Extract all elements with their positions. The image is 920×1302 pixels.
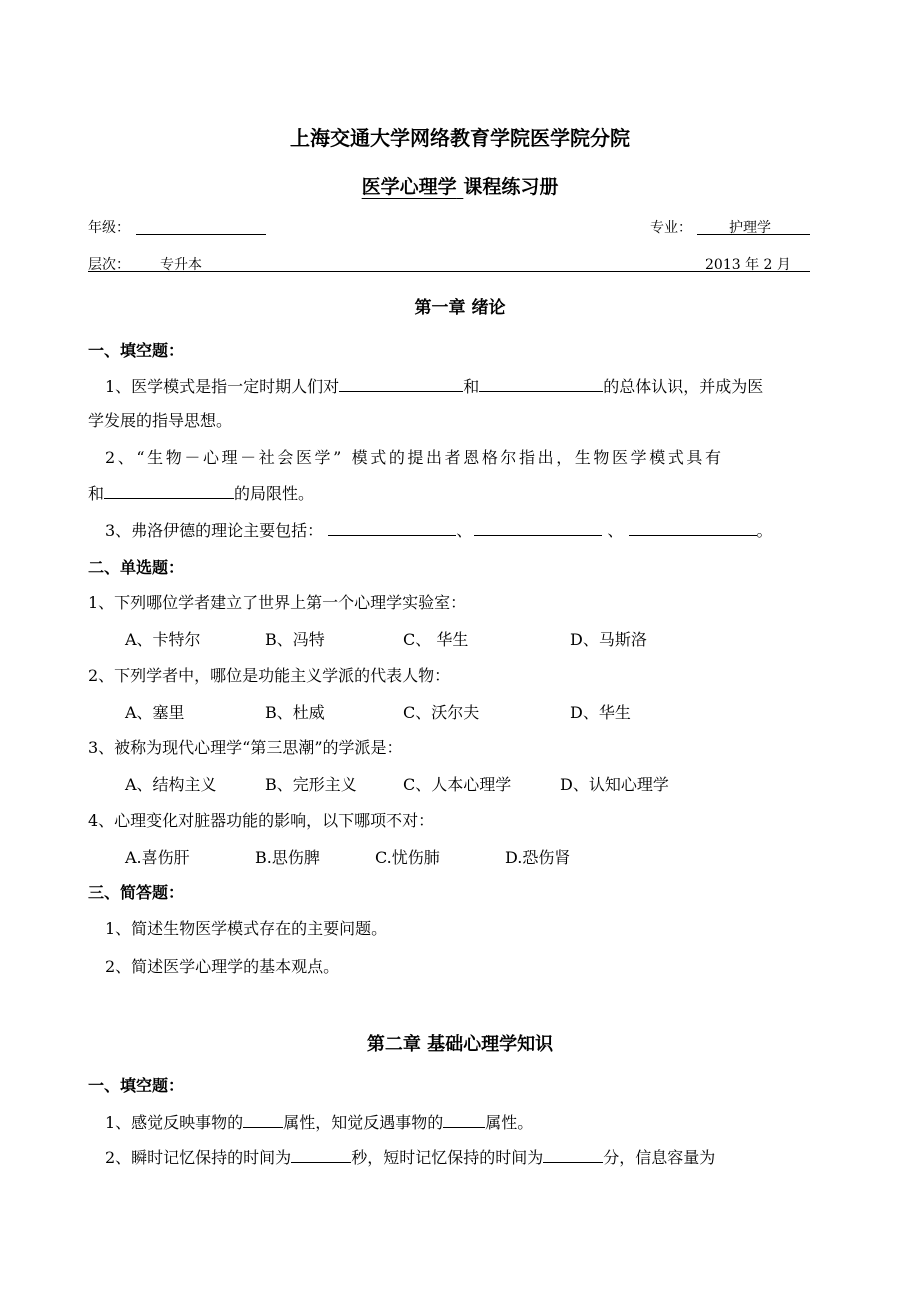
institution-title: 上海交通大学网络教育学院医学院分院 <box>290 126 630 150</box>
date: 2013 年 2 月 <box>705 257 791 273</box>
level-label: 层次： <box>88 257 130 273</box>
ch1-fill-q2: 2、“生物－心理－社会医学” 模式的提出者恩格尔指出，生物医学模式具有 <box>105 448 724 467</box>
ch2-fill-q1: 1、感觉反映事物的 属性，知觉反遇事物的 属性。 <box>105 1113 534 1132</box>
choice-option[interactable]: B、杜威 <box>265 703 325 722</box>
course-name: 医学心理学 <box>361 176 457 198</box>
chapter2-title: 第二章 基础心理学知识 <box>366 1034 554 1055</box>
answer-blank[interactable] <box>479 375 603 392</box>
answer-blank[interactable] <box>104 482 234 499</box>
level-value: 专升本 <box>160 257 202 273</box>
ch1-fill-q2-cont: 和 的局限性。 <box>88 484 315 503</box>
short-question: 1、简述生物医学模式存在的主要问题。 <box>105 919 388 938</box>
grade-field[interactable] <box>136 218 266 235</box>
chapter1-title: 第一章 绪论 <box>414 298 506 318</box>
choice-question: 1、下列哪位学者建立了世界上第一个心理学实验室： <box>88 593 467 612</box>
workbook-title <box>0 172 920 199</box>
major-label: 专业： <box>650 220 692 236</box>
choice-option[interactable]: B、完形主义 <box>265 775 357 794</box>
answer-blank[interactable] <box>291 1146 351 1163</box>
ch1-fill-q1-cont: 学发展的指导思想。 <box>88 411 233 430</box>
choice-option[interactable]: C、人本心理学 <box>403 775 512 794</box>
choice-option[interactable]: B、冯特 <box>265 630 325 649</box>
choice-question: 2、下列学者中，哪位是功能主义学派的代表人物： <box>88 666 451 685</box>
choice-option[interactable]: A、结构主义 <box>125 775 217 794</box>
answer-blank[interactable] <box>339 375 463 392</box>
answer-blank[interactable] <box>474 519 602 536</box>
answer-blank[interactable] <box>629 519 757 536</box>
choice-option[interactable]: D.恐伤肾 <box>505 848 571 867</box>
choice-option[interactable]: A.喜伤肝 <box>125 848 190 867</box>
major-value: 护理学 <box>729 220 771 236</box>
choice-option[interactable]: C、沃尔夫 <box>403 703 480 722</box>
choice-option[interactable]: C、 华生 <box>403 630 469 649</box>
answer-blank[interactable] <box>243 1111 283 1128</box>
choice-option[interactable]: D、华生 <box>570 703 631 722</box>
choice-option[interactable]: D、马斯洛 <box>570 630 647 649</box>
choice-option[interactable]: D、认知心理学 <box>560 775 669 794</box>
answer-blank[interactable] <box>543 1146 603 1163</box>
choice-option[interactable]: A、塞里 <box>125 703 185 722</box>
choice-question: 4、心理变化对脏器功能的影响，以下哪项不对： <box>88 811 435 830</box>
choice-option[interactable]: C.忧伤肺 <box>375 848 440 867</box>
ch2-fill-q2: 2、瞬时记忆保持的时间为 秒，短时记忆保持的时间为 分，信息容量为 <box>105 1148 716 1167</box>
workbook-label: 课程练习册 <box>463 176 559 198</box>
choice-option[interactable]: B.思伤脾 <box>255 848 320 867</box>
chapter1-choice-heading: 二、单选题： <box>88 558 185 577</box>
short-question: 2、简述医学心理学的基本观点。 <box>105 957 340 976</box>
answer-blank[interactable] <box>443 1111 485 1128</box>
ch1-fill-q3: 3、弗洛伊德的理论主要包括： 、 、 。 <box>105 521 773 540</box>
choice-option[interactable]: A、卡特尔 <box>125 630 201 649</box>
chapter1-fill-heading: 一、填空题： <box>88 341 185 360</box>
choice-question: 3、被称为现代心理学“第三思潮”的学派是： <box>88 738 403 757</box>
chapter1-short-heading: 三、简答题： <box>88 883 185 902</box>
answer-blank[interactable] <box>328 519 456 536</box>
major-field <box>697 218 810 235</box>
grade-label: 年级： <box>88 220 130 236</box>
chapter2-fill-heading: 一、填空题： <box>88 1076 185 1095</box>
ch1-fill-q1: 1、医学模式是指一定时期人们对 和 的总体认识，并成为医 <box>105 377 764 396</box>
